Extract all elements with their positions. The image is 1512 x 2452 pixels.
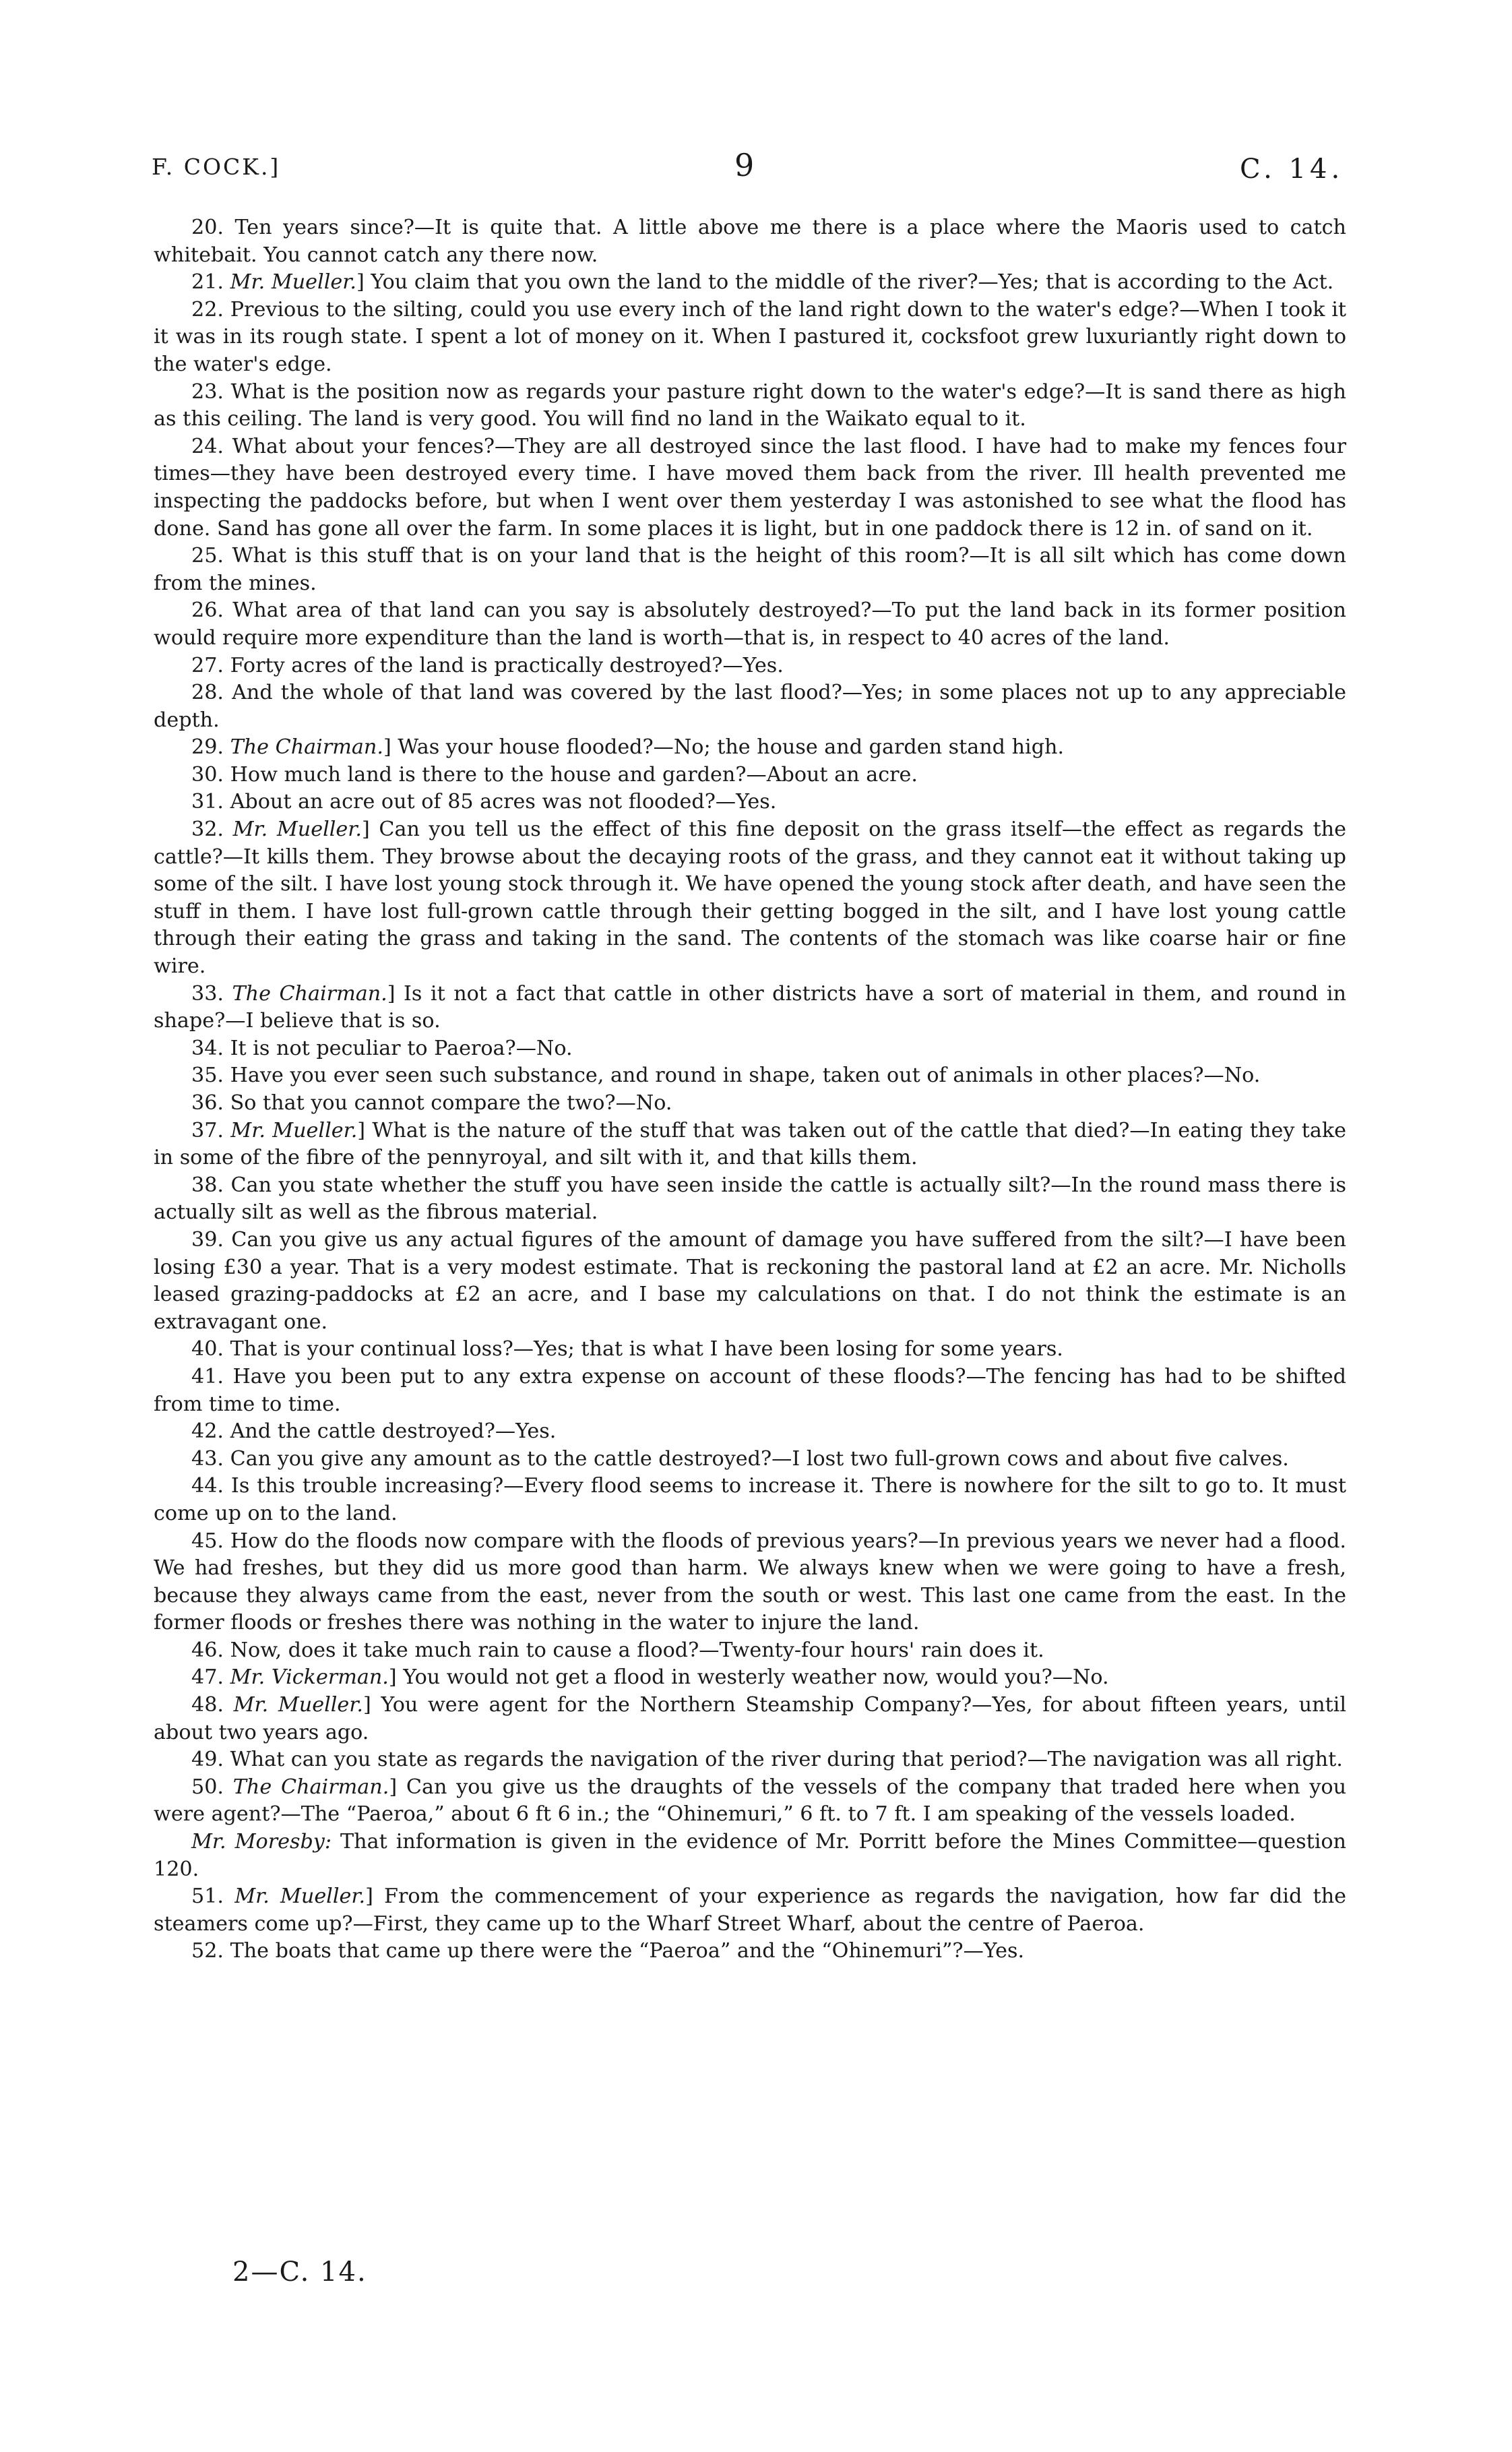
speaker-name: Mr. Vickerman. <box>230 1665 389 1690</box>
speaker-name: The Chairman. <box>230 735 383 760</box>
paragraph-text: 44. Is this trouble increasing?—Every flood seems to increase it. There is nowhere for the silt to go to. It must come up on to the land. <box>154 1474 1346 1525</box>
paragraph-text: ] Is it not a fact that cattle in other districts have a sort of material in them, and round in shape?—I believe that is so. <box>154 981 1346 1033</box>
question-answer <box>154 1637 1346 1665</box>
page-number: 9 <box>734 147 755 183</box>
question-answer <box>154 379 1346 433</box>
question-answer <box>154 816 1346 981</box>
question-answer <box>154 1692 1346 1746</box>
question-answer <box>154 214 1346 269</box>
question-number: 50. <box>191 1775 233 1799</box>
question-answer <box>154 1090 1346 1117</box>
paragraph-text: 35. Have you ever seen such substance, and round in shape, taken out of animals in other places?—No. <box>191 1064 1261 1088</box>
question-number: 48. <box>191 1693 234 1717</box>
paragraph-text: 20. Ten years since?—It is quite that. A little above me there is a place where the Maoris used to catch whitebait. You cannot catch any there now. <box>154 216 1346 267</box>
question-answer <box>154 1227 1346 1336</box>
speaker-name: The Chairman. <box>232 1775 389 1799</box>
paragraph-text: 23. What is the position now as regards your pasture right down to the water's edge?—It is sand there as high as this ceiling. The land is very good. You will find no land in the Waikato equal to it. <box>154 379 1346 431</box>
question-answer <box>154 789 1346 816</box>
paragraph-text: 39. Can you give us any actual figures of the amount of damage you have suffered from the silt?—I have been losing £30 a year. That is a very modest estimate. That is reckoning the pastoral land at £2 an acre. Mr. Nicholls leased grazing-paddocks at £2 an acre, and I base my calculations on that. I do not think the estimate is an extravagant one. <box>154 1227 1346 1334</box>
paragraph-text: 52. The boats that came up there were the “Paeroa” and the “Ohinemuri”?—Yes. <box>191 1939 1025 1963</box>
question-number: 33. <box>191 981 232 1006</box>
question-answer <box>154 1336 1346 1363</box>
question-answer <box>154 543 1346 597</box>
question-number: 32. <box>191 818 233 842</box>
question-answer <box>154 762 1346 789</box>
question-answer <box>154 269 1346 297</box>
question-answer <box>154 1062 1346 1090</box>
question-answer <box>154 734 1346 762</box>
paragraph-text: ] Was your house flooded?—No; the house and garden stand high. <box>383 735 1065 760</box>
running-head-left: F. COCK.] <box>152 154 281 180</box>
question-number: 29. <box>191 735 230 760</box>
paragraph-text: 22. Previous to the silting, could you use every inch of the land right down to the water's edge?—When I took it it was in its rough state. I spent a lot of money on it. When I pastured it, cocksfoot grew luxuriantly right down to the water's edge. <box>154 297 1346 376</box>
evidence-body <box>154 214 1346 1965</box>
paragraph-text: ] Can you give us the draughts of the vessels of the company that traded here when you were agent?—The “Paeroa,” about 6 ft 6 in.; the “Ohinemuri,” 6 ft. to 7 ft. I am speaking of the vessels loaded. <box>154 1775 1347 1827</box>
question-answer <box>154 1883 1346 1938</box>
question-answer <box>154 1829 1346 1883</box>
paragraph-text: ] You were agent for the Northern Steamship Company?—Yes, for about fifteen years, until about two years ago. <box>154 1693 1346 1744</box>
paragraph-text: 40. That is your continual loss?—Yes; that is what I have been losing for some years. <box>191 1337 1063 1361</box>
question-answer <box>154 1473 1346 1527</box>
paragraph-text: ] From the commencement of your experience as regards the navigation, how far did the steamers come up?—First, they came up to the Wharf Street Wharf, about the centre of Paeroa. <box>154 1884 1346 1936</box>
paragraph-text: 25. What is this stuff that is on your land that is the height of this room?—It is all silt which has come down from the mines. <box>154 544 1346 595</box>
paragraph-text: 43. Can you give any amount as to the cattle destroyed?—I lost two full-grown cows and about five calves. <box>191 1446 1289 1471</box>
question-answer <box>154 1446 1346 1473</box>
question-answer <box>154 433 1346 543</box>
speaker-name: Mr. Mueller. <box>230 1118 358 1142</box>
paragraph-text: ] You claim that you own the land to the middle of the river?—Yes; that is according to the Act. <box>356 270 1334 295</box>
question-answer <box>154 1418 1346 1446</box>
paragraph-text: 41. Have you been put to any extra expense on account of these floods?—The fencing has had to be shifted from time to time. <box>154 1364 1346 1416</box>
question-answer <box>154 1117 1346 1172</box>
question-answer <box>154 1664 1346 1692</box>
paragraph-text: 24. What about your fences?—They are all destroyed since the last flood. I have had to make my fences four times—they have been destroyed every time. I have moved them back from the river. Ill health prevented me inspecting the paddocks before, but when I went over them yesterday I was astonished to see what the flood has done. Sand has gone all over the farm. In some places it is light, but in one paddock there is 12 in. of sand on it. <box>154 434 1346 541</box>
paragraph-text: That information is given in the evidence of Mr. Porritt before the Mines Committee—question 120. <box>154 1830 1346 1881</box>
paragraph-text: 42. And the cattle destroyed?—Yes. <box>191 1419 557 1444</box>
speaker-name: Mr. Mueller. <box>232 818 362 842</box>
question-answer <box>154 1774 1346 1829</box>
paragraph-text: 49. What can you state as regards the navigation of the river during that period?—The navigation was all right. <box>191 1748 1343 1772</box>
question-answer <box>154 1172 1346 1227</box>
signature-mark: 2—C. 14. <box>232 2257 367 2288</box>
question-answer <box>154 1528 1346 1637</box>
question-answer <box>154 1035 1346 1063</box>
paragraph-text: 30. How much land is there to the house and garden?—About an acre. <box>191 762 918 787</box>
speaker-name: Mr. Mueller. <box>230 270 356 295</box>
question-number: 37. <box>191 1118 231 1142</box>
question-number: 47. <box>191 1665 230 1690</box>
question-answer <box>154 652 1346 680</box>
running-head-right: C. 14. <box>1240 154 1344 185</box>
paragraph-text: 34. It is not peculiar to Paeroa?—No. <box>191 1036 573 1060</box>
speaker-name: Mr. Mueller. <box>234 1884 366 1909</box>
question-answer <box>154 597 1346 652</box>
paragraph-text: 46. Now, does it take much rain to cause a flood?—Twenty-four hours' rain does it. <box>191 1638 1044 1662</box>
question-answer <box>154 297 1346 379</box>
paragraph-text: 38. Can you state whether the stuff you have seen inside the cattle is actually silt?—In the round mass there is actually silt as well as the fibrous material. <box>154 1173 1346 1225</box>
question-number: 51. <box>191 1884 235 1909</box>
paragraph-text: 28. And the whole of that land was covered by the last flood?—Yes; in some places not up to any appreciable depth. <box>154 681 1346 732</box>
paragraph-text: 27. Forty acres of the land is practically destroyed?—Yes. <box>191 653 784 677</box>
paragraph-text: ] What is the nature of the stuff that was taken out of the cattle that died?—In eating they take in some of the fibre of the pennyroyal, and silt with it, and that kills them. <box>154 1118 1346 1170</box>
paragraph-text: 31. About an acre out of 85 acres was not flooded?—Yes. <box>191 790 777 814</box>
paragraph-text: 26. What area of that land can you say is absolutely destroyed?—To put the land back in its former position would require more expenditure than the land is worth—that is, in respect to 40 acres of the land. <box>154 599 1346 650</box>
paragraph-text: 45. How do the floods now compare with the floods of previous years?—In previous years we never had a flood. We had freshes, but they did us more good than harm. We always knew when we were going to have a fresh, because they always came from the east, never from the south or west. This last one came from the east. In the former floods or freshes there was nothing in the water to injure the land. <box>154 1529 1346 1635</box>
question-answer <box>154 1746 1346 1774</box>
paragraph-text: ] You would not get a flood in westerly weather now, would you?—No. <box>388 1665 1109 1690</box>
question-answer <box>154 1363 1346 1418</box>
paragraph-text: 36. So that you cannot compare the two?—No. <box>191 1091 672 1115</box>
question-answer <box>154 1938 1346 1965</box>
speaker-name: The Chairman. <box>232 981 387 1006</box>
paragraph-text: ] Can you tell us the effect of this fine deposit on the grass itself—the effect as regards the cattle?—It kills them. They browse about the decaying roots of the grass, and they cannot eat it without taking up some of the silt. I have lost young stock through it. We have opened the young stock after death, and have seen the stuff in them. I have lost full-grown cattle through their getting bogged in the silt, and I have lost young cattle through their eating the grass and taking in the sand. The contents of the stomach was like coarse hair or fine wire. <box>154 818 1346 979</box>
question-number: 21. <box>191 270 230 295</box>
speaker-name: Mr. Moresby: <box>191 1830 332 1854</box>
speaker-name: Mr. Mueller. <box>233 1693 363 1717</box>
question-answer <box>154 981 1346 1035</box>
question-answer <box>154 679 1346 734</box>
